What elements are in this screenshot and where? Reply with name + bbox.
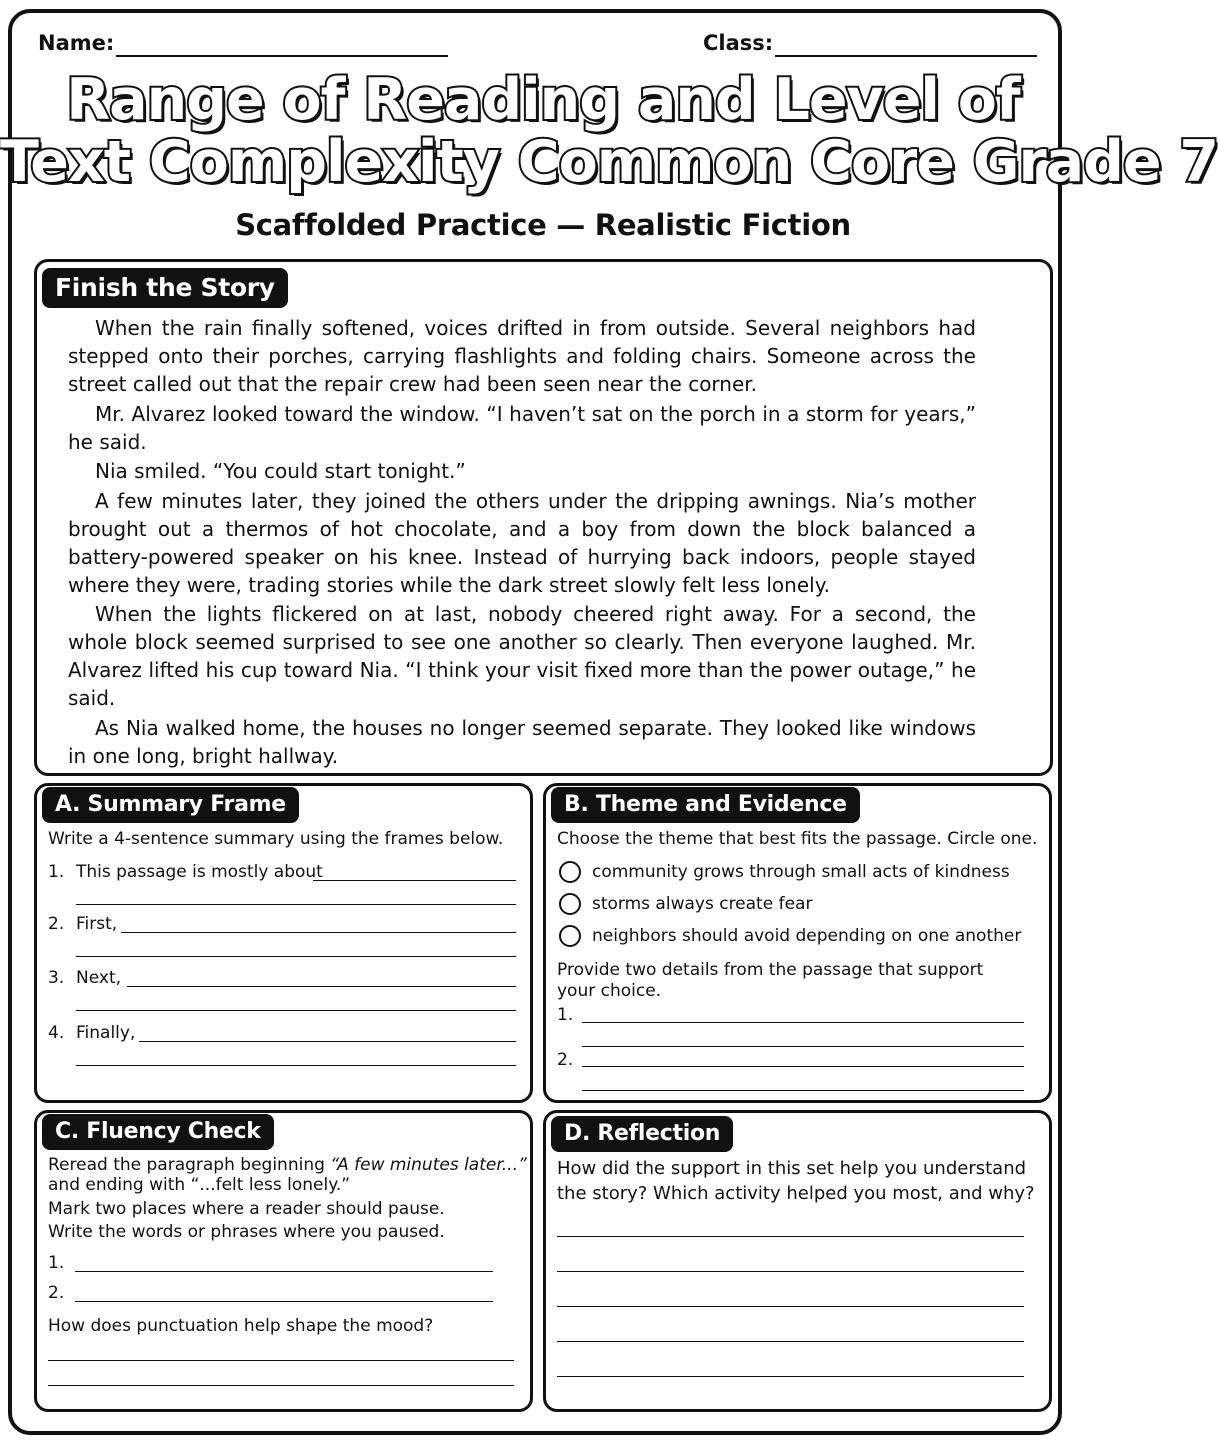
story-paragraph: Mr. Alvarez looked toward the window. “I haven’t sat on the porch in a storm for years,” he said. [68, 401, 976, 454]
summary-num-1: 1. [48, 862, 65, 882]
reflection-answer-line[interactable] [557, 1341, 1024, 1342]
summary-answer-line[interactable] [76, 1010, 516, 1011]
summary-answer-line[interactable] [76, 904, 516, 905]
summary-num-3: 3. [48, 968, 65, 988]
fluency-answer-line[interactable] [75, 1301, 493, 1302]
fluency-answer-line[interactable] [48, 1385, 514, 1386]
name-label: Name: [38, 31, 115, 55]
reflection-question-2: the story? Which activity helped you most, and why? [557, 1183, 1035, 1204]
class-label: Class: [703, 31, 774, 55]
reflection-answer-line[interactable] [557, 1271, 1024, 1272]
fluency-instruction-2: and ending with “...felt less lonely.” [48, 1175, 351, 1195]
fluency-answer-line[interactable] [75, 1271, 493, 1272]
theme-tag: B. Theme and Evidence [551, 787, 860, 823]
summary-answer-line[interactable] [313, 880, 516, 881]
evidence-num-1: 1. [557, 1005, 574, 1025]
fluency-question: How does punctuation help shape the mood? [48, 1316, 434, 1336]
story-paragraph: As Nia walked home, the houses no longer seemed separate. They looked like windows in one long, bright hallway. [68, 715, 976, 768]
reflection-answer-line[interactable] [557, 1376, 1024, 1377]
story-paragraph: A few minutes later, they joined the others under the dripping awnings. Nia’s mother brought out a thermos of hot chocolate, and a boy from down the block balanced a battery-powered speaker on his knee. Instead of hurrying back indoors, people stayed where they were, trading stories while the dark street slowly felt less lonely. [68, 488, 976, 597]
fluency-instruction-4: Write the words or phrases where you paused. [48, 1222, 445, 1242]
fluency-instruction-1-text: Reread the paragraph beginning [48, 1155, 331, 1175]
summary-instruction: Write a 4-sentence summary using the frames below. [48, 829, 504, 849]
summary-frame-2: First, [76, 914, 118, 934]
summary-frame-3: Next, [76, 968, 122, 988]
evidence-answer-line[interactable] [582, 1090, 1024, 1091]
fluency-answer-line[interactable] [48, 1360, 514, 1361]
name-field[interactable] [116, 55, 448, 57]
evidence-answer-line[interactable] [582, 1066, 1024, 1067]
fluency-quote: “A few minutes later...” [330, 1155, 527, 1175]
story-tag: Finish the Story [42, 268, 288, 308]
page-subtitle: Scaffolded Practice — Realistic Fiction [235, 208, 851, 242]
story-passage [68, 314, 976, 771]
summary-answer-line[interactable] [76, 956, 516, 957]
summary-num-4: 4. [48, 1023, 65, 1043]
theme-instruction: Choose the theme that best fits the passage. Circle one. [557, 829, 1038, 849]
theme-option-3: neighbors should avoid depending on one another [592, 926, 1022, 946]
option-circle[interactable] [559, 861, 581, 883]
evidence-num-2: 2. [557, 1050, 574, 1070]
page-title-line1: Range of Reading and Level of [66, 67, 1020, 133]
reflection-answer-line[interactable] [557, 1236, 1024, 1237]
summary-answer-line[interactable] [76, 1065, 516, 1066]
fluency-instruction-1 [48, 1155, 527, 1176]
evidence-prompt: Provide two details from the passage that support your choice. [557, 960, 984, 1001]
theme-option-2: storms always create fear [592, 894, 813, 914]
summary-answer-line[interactable] [139, 1041, 516, 1042]
fluency-num-1: 1. [48, 1253, 65, 1273]
summary-num-2: 2. [48, 914, 65, 934]
reflection-question-1: How did the support in this set help you understand [557, 1158, 1027, 1179]
summary-frame-1: This passage is mostly about [76, 862, 323, 882]
theme-option-1: community grows through small acts of kindness [592, 862, 1010, 882]
summary-answer-line[interactable] [121, 932, 516, 933]
option-circle[interactable] [559, 925, 581, 947]
option-circle[interactable] [559, 893, 581, 915]
story-paragraph: Nia smiled. “You could start tonight.” [95, 459, 466, 483]
reflection-tag: D. Reflection [551, 1116, 733, 1152]
fluency-tag: C. Fluency Check [42, 1114, 274, 1150]
summary-tag: A. Summary Frame [42, 787, 299, 823]
story-paragraph: When the rain finally softened, voices drifted in from outside. Several neighbors had stepped onto their porches, carrying flashlights and folding chairs. Someone across the street called out that the repair crew had been seen near the corner. [68, 316, 976, 396]
evidence-answer-line[interactable] [582, 1022, 1024, 1023]
fluency-instruction-3: Mark two places where a reader should pause. [48, 1199, 445, 1219]
reflection-answer-line[interactable] [557, 1306, 1024, 1307]
summary-frame-4: Finally, [76, 1023, 136, 1043]
page-title-line2: Text Complexity Common Core Grade 7 [0, 129, 1218, 195]
summary-answer-line[interactable] [127, 986, 516, 987]
reflection-box [543, 1110, 1052, 1412]
evidence-answer-line[interactable] [582, 1046, 1024, 1047]
class-field[interactable] [775, 55, 1037, 57]
story-paragraph: When the lights flickered on at last, nobody cheered right away. For a second, the whole block seemed surprised to see one another so clearly. Then everyone laughed. Mr. Alvarez lifted his cup toward Nia. “I think your visit fixed more than the power outage,” he said. [68, 602, 976, 710]
fluency-num-2: 2. [48, 1283, 65, 1303]
